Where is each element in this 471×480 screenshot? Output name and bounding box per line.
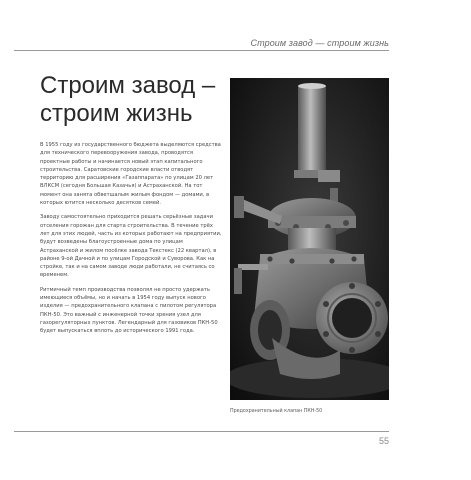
running-header: Строим завод — строим жизнь — [250, 38, 389, 48]
article-title-line-2: строим жизнь — [40, 100, 193, 127]
paragraph-1: В 1955 году из государственного бюджета выделяются средства для технического перевооружения завода, проводятся проектные работы и начинается новый этап капитального строительства. Саратовские городские власти отводят территорию для расширения «Газаппарата» по улицам 20 лет ВЛКСМ (сегодня Большая Казачья) и Астраханской. На тот момент она занята обветшалым жилым фондом — домами, в которых ютится несколько десятков семей. — [40, 142, 221, 207]
paragraph-2: Заводу самостоятельно приходится решать серьёзные задачи отселения горожан для старта строительства. В течение трёх лет для этих людей, часть из которых работают на предприятии, будут возведены благоустроенные дома по улицам Астраханской и жилом посёлке завода Текстекс (22 квартал), в районе 9-ой Дачной и по улицам Городской и Суворова. Как на стройке, так и на самом заводе люди работали, не считаясь со временем. — [40, 214, 222, 279]
article-body — [40, 141, 222, 342]
paragraph-3: Ритмичный темп производства позволял не просто удержать имеющиеся объёмы, но и начать в 1954 году выпуск нового изделия — предохранительного клапана с пилотом регулятора ПКН-50. Это важный с инженерной точки зрения узел для газорегуляторных пунктов. Легендарный для газовиков ПКН-50 будет выпускаться вплоть до исторического 1991 года. — [40, 286, 218, 335]
article-title — [40, 72, 220, 128]
valve-photo — [230, 78, 389, 400]
valve-illustration — [230, 78, 389, 400]
photo-caption: Предохранительный клапан ПКН-50 — [230, 409, 323, 414]
header-rule — [14, 50, 389, 51]
footer-rule — [14, 431, 389, 432]
page-number: 55 — [378, 436, 389, 446]
article-title-line-1: Строим завод – — [40, 72, 216, 99]
